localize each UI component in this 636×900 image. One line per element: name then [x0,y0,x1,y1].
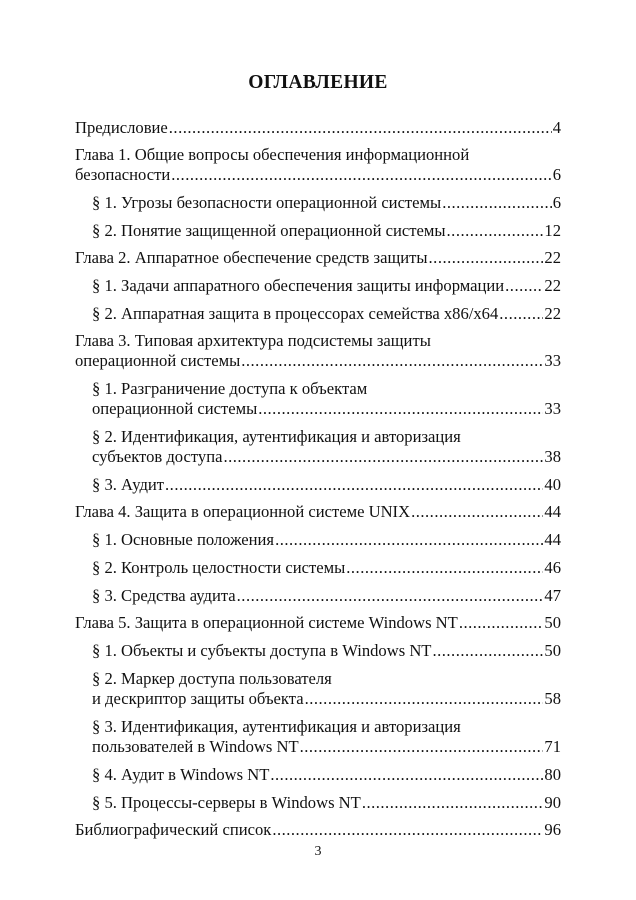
toc-entry-text: Глава 2. Аппаратное обеспечение средств защиты [75,248,428,267]
toc-entry-text: § 1. Задачи аппаратного обеспечения защиты информации [92,276,505,295]
toc-page-number: 33 [544,351,561,370]
dot-leader [459,613,544,633]
dot-leader [300,737,544,757]
toc-entry-text: операционной системы [92,399,258,418]
toc-page-number: 4 [552,118,561,137]
dot-leader [447,221,544,241]
dot-leader [362,793,544,813]
toc-entry[interactable] [92,586,561,606]
dot-leader [442,193,552,213]
toc-entry[interactable] [92,304,561,324]
toc-title: ОГЛАВЛЕНИЕ [248,72,388,93]
toc-entry-text: субъектов доступа [92,447,223,466]
toc-entry-text: § 1. Основные положения [92,530,275,549]
toc-entry[interactable] [75,502,561,522]
dot-leader [171,165,551,185]
toc-page-number: 33 [544,399,561,418]
toc-entry-text: § 2. Идентификация, аутентификация и авторизация [92,427,461,446]
toc-entry[interactable] [92,221,561,241]
toc-entry[interactable] [92,717,561,757]
toc-entry[interactable] [92,530,561,550]
toc-entry[interactable] [75,820,561,840]
toc-page-number: 44 [544,502,561,521]
toc-page-number: 80 [544,765,561,784]
toc-entry[interactable] [92,193,561,213]
toc-page-number: 90 [544,793,561,812]
dot-leader [223,447,543,467]
dot-leader [411,502,543,522]
toc-entry[interactable] [75,145,561,185]
toc-entry-text: Предисловие [75,118,168,137]
toc-entry-text: § 3. Средства аудита [92,586,236,605]
toc-entry[interactable] [92,475,561,495]
dot-leader [429,248,544,268]
toc-entry-text: § 2. Контроль целостности системы [92,558,346,577]
toc-entry[interactable] [75,248,561,268]
dot-leader [169,118,552,138]
toc-page-number: 46 [544,558,561,577]
toc-entry-text: операционной системы [75,351,241,370]
toc-entry[interactable] [75,118,561,138]
toc-entry[interactable] [92,793,561,813]
page-number: 3 [314,844,322,859]
toc-entry[interactable] [92,379,561,419]
toc-entry-text: и дескриптор защиты объекта [92,689,304,708]
toc-entry-text: Глава 4. Защита в операционной системе UNIX [75,502,411,521]
toc-entry-text: § 1. Объекты и субъекты доступа в Windows NT [92,641,432,660]
toc-entry-text: Библиографический список [75,820,272,839]
toc-entry-text: § 2. Понятие защищенной операционной системы [92,221,446,240]
toc-entry-text: § 1. Угрозы безопасности операционной системы [92,193,442,212]
dot-leader [305,689,544,709]
toc-page-number: 50 [544,641,561,660]
dot-leader [432,641,543,661]
toc-entry[interactable] [92,765,561,785]
table-of-contents [75,118,561,840]
dot-leader [241,351,543,371]
toc-entry[interactable] [92,276,561,296]
toc-entry[interactable] [92,427,561,467]
toc-entry-text: § 3. Идентификация, аутентификация и авторизация [92,717,461,736]
toc-page-number: 22 [544,276,561,295]
toc-page-number: 71 [544,737,561,756]
toc-page-number: 40 [544,475,561,494]
dot-leader [275,530,543,550]
toc-entry[interactable] [92,669,561,709]
toc-entry[interactable] [75,331,561,371]
toc-page-number: 44 [544,530,561,549]
dot-leader [505,276,543,296]
toc-entry-text: § 4. Аудит в Windows NT [92,765,270,784]
toc-page-number: 12 [544,221,561,240]
toc-entry-text: Глава 3. Типовая архитектура подсистемы защиты [75,331,431,350]
dot-leader [237,586,544,606]
dot-leader [270,765,543,785]
toc-entry-text: § 2. Маркер доступа пользователя [92,669,332,688]
toc-entry[interactable] [92,558,561,578]
dot-leader [258,399,543,419]
toc-entry-text: § 2. Аппаратная защита в процессорах семейства x86/x64 [92,304,499,323]
toc-page-number: 22 [544,248,561,267]
toc-entry[interactable] [75,613,561,633]
toc-entry-text: Глава 1. Общие вопросы обеспечения информационной [75,145,470,164]
dot-leader [165,475,543,495]
toc-page-number: 38 [544,447,561,466]
toc-entry-text: Глава 5. Защита в операционной системе Windows NT [75,613,458,632]
toc-page-number: 96 [544,820,561,839]
toc-entry[interactable] [92,641,561,661]
toc-entry-text: безопасности [75,165,171,184]
toc-page-number: 22 [544,304,561,323]
toc-page-number: 6 [552,165,561,184]
toc-entry-text: § 3. Аудит [92,475,165,494]
toc-page-number: 58 [544,689,561,708]
toc-entry-text: пользователей в Windows NT [92,737,299,756]
toc-page-number: 6 [552,193,561,212]
toc-entry-text: § 1. Разграничение доступа к объектам [92,379,368,398]
toc-entry-text: § 5. Процессы-серверы в Windows NT [92,793,361,812]
dot-leader [272,820,543,840]
dot-leader [499,304,543,324]
toc-page-number: 50 [544,613,561,632]
dot-leader [346,558,543,578]
toc-page-number: 47 [544,586,561,605]
